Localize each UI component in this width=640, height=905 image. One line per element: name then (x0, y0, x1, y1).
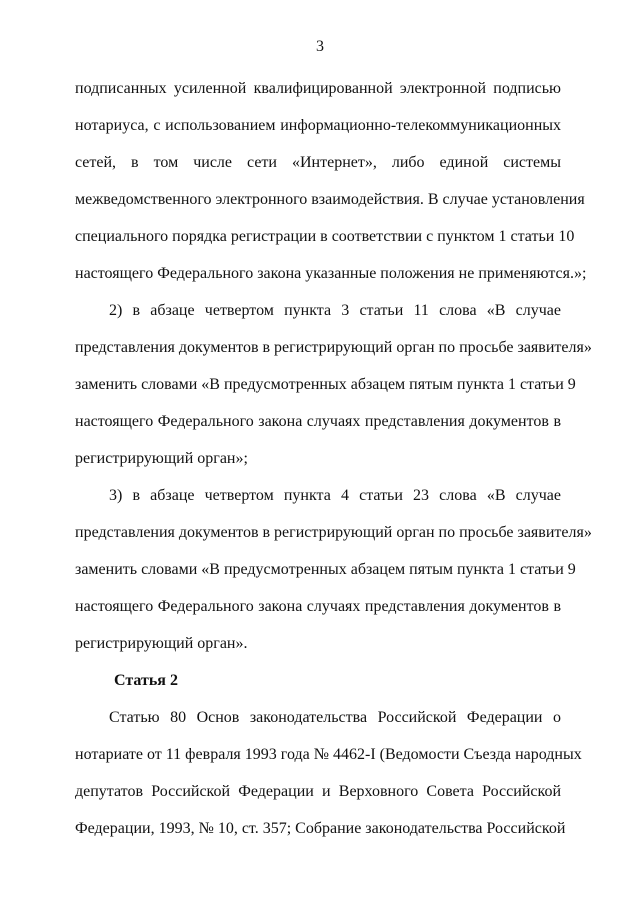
text-line: нотариате от 11 февраля 1993 года № 4462-I (Ведомости Съезда народных (75, 746, 582, 763)
text-line: настоящего Федерального закона указанные положения не применяются.»; (75, 265, 587, 282)
text-line: специального порядка регистрации в соответствии с пунктом 1 статьи 10 (75, 228, 575, 245)
list-item-3-first-line: 3) в абзаце четвертом пункта 4 статьи 23 слова «В случае (109, 487, 561, 504)
text-line: заменить словами «В предусмотренных абзацем пятым пункта 1 статьи 9 (75, 376, 576, 393)
text-line: подписанных усиленной квалифицированной электронной подписью (75, 80, 561, 97)
text-line: представления документов в регистрирующий орган по просьбе заявителя» (75, 339, 592, 356)
text-line: нотариуса, с использованием информационно-телекоммуникационных (75, 117, 561, 134)
page-number: 3 (316, 38, 324, 55)
text-line: настоящего Федерального закона случаях представления документов в (75, 598, 561, 615)
text-line: Федерации, 1993, № 10, ст. 357; Собрание законодательства Российской (75, 820, 566, 837)
list-item-2-first-line: 2) в абзаце четвертом пункта 3 статьи 11 слова «В случае (109, 302, 561, 319)
article-first-line: Статью 80 Основ законодательства Российской Федерации о (109, 709, 561, 726)
text-line: заменить словами «В предусмотренных абзацем пятым пункта 1 статьи 9 (75, 561, 576, 578)
article-heading: Статья 2 (114, 672, 178, 689)
text-line: депутатов Российской Федерации и Верховного Совета Российской (75, 783, 561, 800)
text-line: представления документов в регистрирующий орган по просьбе заявителя» (75, 524, 592, 541)
text-line: сетей, в том числе сети «Интернет», либо единой системы (75, 154, 561, 171)
text-line: регистрирующий орган»; (75, 450, 248, 467)
text-line: настоящего Федерального закона случаях представления документов в (75, 413, 561, 430)
text-line: регистрирующий орган». (75, 635, 248, 652)
text-line: межведомственного электронного взаимодействия. В случае установления (75, 191, 585, 208)
